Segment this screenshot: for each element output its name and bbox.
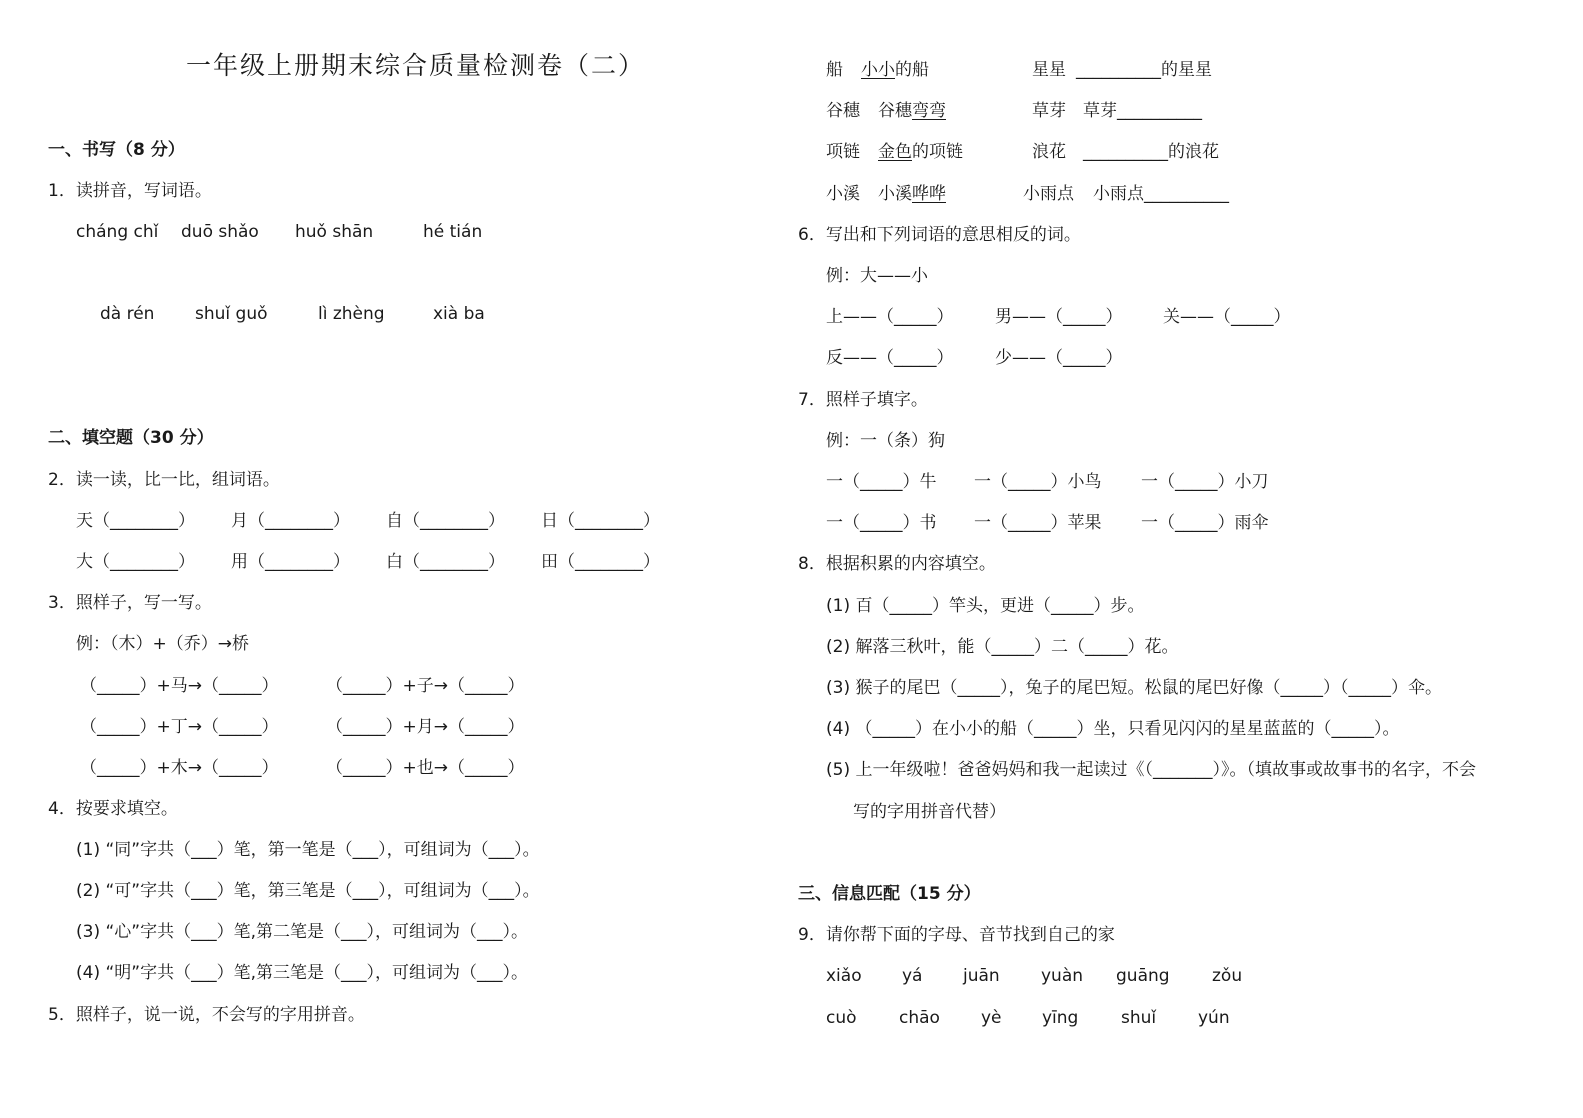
page-title: 一年级上册期末综合质量检测卷（二）	[186, 51, 646, 80]
measure-word-blank[interactable]: 一（_____）雨伞	[1141, 513, 1269, 533]
measure-word-blank[interactable]: 一（_____）牛	[826, 472, 937, 492]
recall-item-continued: 写的字用拼音代替）	[853, 802, 1006, 822]
antonym-blank[interactable]: 上——（_____）	[826, 307, 954, 327]
q5-word: 草芽	[1032, 101, 1066, 121]
example-line: 例：大——小	[826, 266, 928, 286]
measure-word-blank[interactable]: 一（_____）书	[826, 513, 937, 533]
stroke-question[interactable]: (2) “可”字共（___）笔，第三笔是（___），可组词为（___）。	[76, 881, 540, 901]
pinyin-item: dà rén	[100, 304, 155, 324]
syllable: yè	[981, 1008, 1002, 1028]
antonym-blank[interactable]: 少——（_____）	[995, 348, 1123, 368]
question-4: 4．按要求填空。	[48, 799, 178, 819]
question-5: 5．照样子，说一说，不会写的字用拼音。	[48, 1005, 365, 1025]
syllable: guāng	[1116, 966, 1170, 986]
question-3: 3．照样子，写一写。	[48, 593, 212, 613]
word-blank[interactable]: 用（________）	[231, 552, 350, 572]
question-6: 6．写出和下列词语的意思相反的词。	[798, 225, 1081, 245]
q5-word: 浪花	[1032, 142, 1066, 162]
pinyin-item: lì zhèng	[318, 304, 385, 324]
recall-item[interactable]: (5) 上一年级啦！爸爸妈妈和我一起读过《（_______）》。（填故事或故事书的名字，不会	[826, 760, 1476, 780]
pinyin-item: duō shǎo	[181, 222, 259, 242]
q5-example: 小溪哗哗	[878, 184, 946, 204]
compose-blank[interactable]: （_____）+丁→（_____）	[80, 717, 279, 737]
example-line: 例：（木）+（乔）→桥	[76, 634, 249, 654]
syllable: yún	[1198, 1008, 1230, 1028]
syllable: yīng	[1042, 1008, 1079, 1028]
question-8: 8．根据积累的内容填空。	[798, 554, 996, 574]
word-blank[interactable]: 大（________）	[76, 552, 195, 572]
question-9: 9．请你帮下面的字母、音节找到自己的家	[798, 925, 1115, 945]
recall-item[interactable]: (2) 解落三秋叶，能（_____）二（_____）花。	[826, 637, 1179, 657]
recall-item[interactable]: (3) 猴子的尾巴（_____），兔子的尾巴短。松鼠的尾巴好像（_____）（_____）伞。	[826, 678, 1442, 698]
antonym-blank[interactable]: 反——（_____）	[826, 348, 954, 368]
measure-word-blank[interactable]: 一（_____）小刀	[1141, 472, 1269, 492]
recall-item[interactable]: (4) （_____）在小小的船（_____）坐，只看见闪闪的星星蓝蓝的（_____）。	[826, 719, 1400, 739]
syllable: chāo	[899, 1008, 940, 1028]
q5-word: 谷穗	[826, 101, 860, 121]
question-7: 7．照样子填字。	[798, 390, 928, 410]
question-1: 1．读拼音，写词语。	[48, 181, 212, 201]
word-blank[interactable]: 自（________）	[386, 511, 505, 531]
q5-blank[interactable]: 草芽__________	[1083, 101, 1202, 121]
measure-word-blank[interactable]: 一（_____）小鸟	[974, 472, 1102, 492]
question-2: 2．读一读，比一比，组词语。	[48, 470, 280, 490]
syllable: cuò	[826, 1008, 857, 1028]
compose-blank[interactable]: （_____）+马→（_____）	[80, 676, 279, 696]
q5-word: 小溪	[826, 184, 860, 204]
word-blank[interactable]: 白（________）	[386, 552, 505, 572]
syllable: shuǐ	[1121, 1008, 1157, 1028]
stroke-question[interactable]: (4) “明”字共（___）笔,第三笔是（___），可组词为（___）。	[76, 963, 529, 983]
section-2-heading: 二、填空题（30 分）	[48, 428, 214, 448]
example-line: 例：一（条）狗	[826, 431, 945, 451]
compose-blank[interactable]: （_____）+木→（_____）	[80, 758, 279, 778]
syllable: juān	[963, 966, 1000, 986]
q5-word: 船	[826, 60, 843, 80]
pinyin-item: cháng chǐ	[76, 222, 159, 242]
pinyin-item: shuǐ guǒ	[195, 304, 268, 324]
q5-blank[interactable]: 小雨点__________	[1093, 184, 1229, 204]
pinyin-item: xià ba	[433, 304, 485, 324]
pinyin-item: huǒ shān	[295, 222, 374, 242]
section-3-heading: 三、信息匹配（15 分）	[798, 884, 981, 904]
antonym-blank[interactable]: 男——（_____）	[995, 307, 1123, 327]
antonym-blank[interactable]: 关——（_____）	[1163, 307, 1291, 327]
syllable: yuàn	[1041, 966, 1084, 986]
q5-word: 小雨点	[1023, 184, 1074, 204]
word-blank[interactable]: 天（________）	[76, 511, 195, 531]
q5-example: 谷穗弯弯	[878, 101, 946, 121]
q5-example: 金色的项链	[878, 142, 963, 162]
q5-word: 星星	[1032, 60, 1066, 80]
word-blank[interactable]: 田（________）	[541, 552, 660, 572]
compose-blank[interactable]: （_____）+子→（_____）	[326, 676, 525, 696]
syllable: xiǎo	[826, 966, 862, 986]
measure-word-blank[interactable]: 一（_____）苹果	[974, 513, 1102, 533]
syllable: zǒu	[1212, 966, 1243, 986]
compose-blank[interactable]: （_____）+月→（_____）	[326, 717, 525, 737]
word-blank[interactable]: 月（________）	[231, 511, 350, 531]
stroke-question[interactable]: (3) “心”字共（___）笔,第二笔是（___），可组词为（___）。	[76, 922, 529, 942]
q5-blank[interactable]: __________的星星	[1076, 60, 1212, 80]
stroke-question[interactable]: (1) “同”字共（___）笔，第一笔是（___），可组词为（___）。	[76, 840, 540, 860]
recall-item[interactable]: (1) 百（_____）竿头，更进（_____）步。	[826, 596, 1145, 616]
q5-example: 小小的船	[861, 60, 929, 80]
pinyin-item: hé tián	[423, 222, 483, 242]
q5-word: 项链	[826, 142, 860, 162]
q5-blank[interactable]: __________的浪花	[1083, 142, 1219, 162]
section-1-heading: 一、书写（8 分）	[48, 140, 185, 160]
word-blank[interactable]: 日（________）	[541, 511, 660, 531]
compose-blank[interactable]: （_____）+也→（_____）	[326, 758, 525, 778]
syllable: yá	[902, 966, 923, 986]
